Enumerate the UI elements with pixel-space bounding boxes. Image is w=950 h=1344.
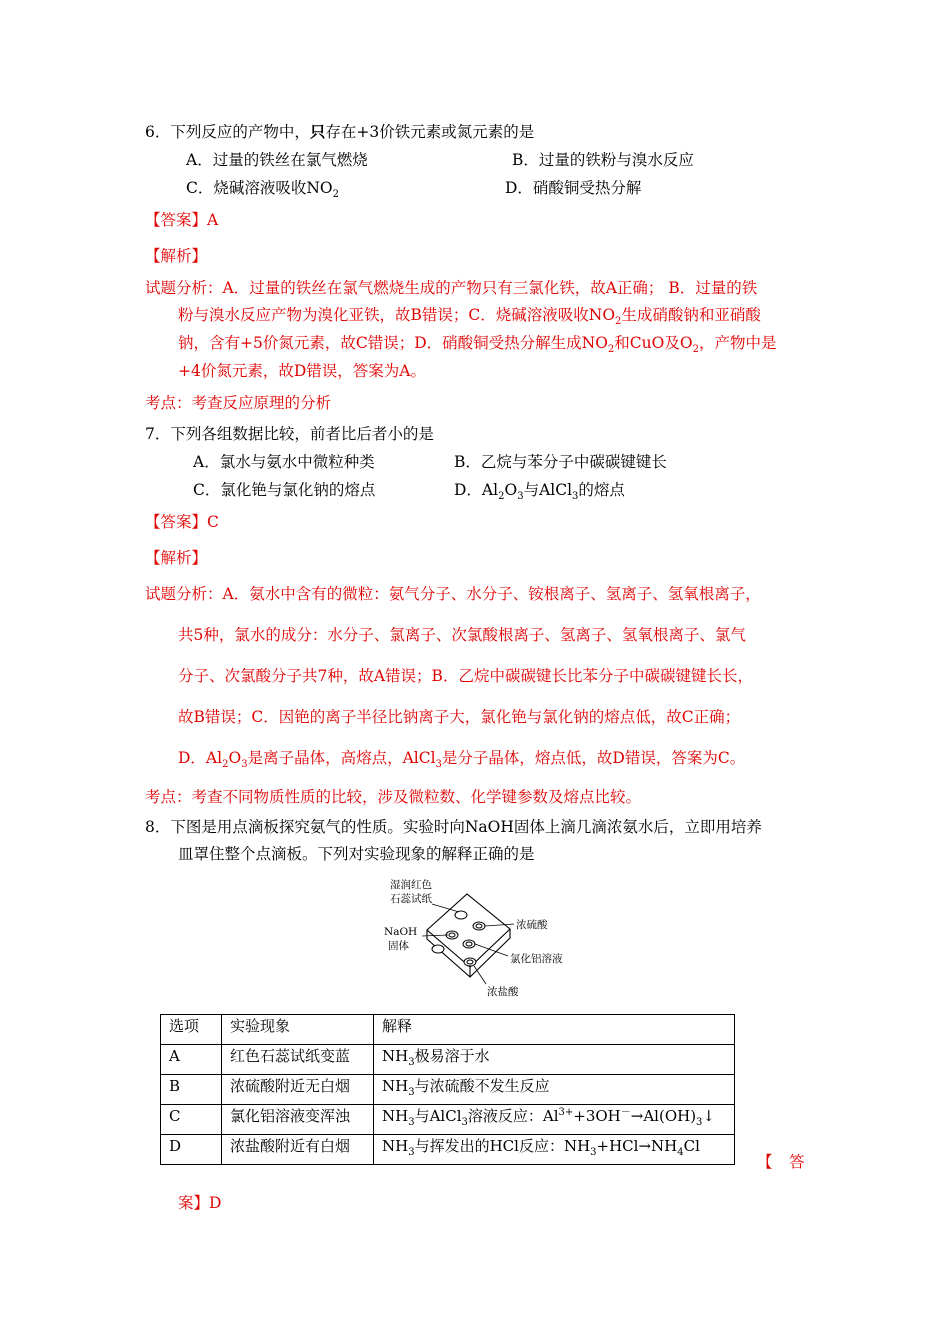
q8-stem-line-2: 皿罩住整个点滴板。下列对实验现象的解释正确的是 [178, 845, 535, 863]
cell-option: A [161, 1045, 222, 1075]
q8-answer-part-3: 案】D [178, 1194, 222, 1212]
q7-option-a: A．氯水与氨水中微粒种类 [193, 453, 375, 471]
label-alcl3-solution: 氯化铝溶液 [510, 953, 563, 965]
q6-option-c: C．烧碱溶液吸收$NO_2$ [186, 179, 340, 201]
q7-analysis-line-5: D．$Al_2O_3$是离子晶体，高熔点，AlCl$_3$是分子晶体，熔点低，故D错误，答案为C。 [178, 749, 746, 771]
q7-analysis-label: 【解析】 [145, 549, 208, 567]
q7-answer: 【答案】C [145, 513, 219, 531]
table-row [161, 1105, 735, 1135]
label-litmus-line-1: 湿润红色 [390, 879, 432, 891]
q8-options-table [160, 1014, 735, 1165]
q6-point: 考点：考查反应原理的分析 [145, 394, 332, 412]
label-litmus-line-2: 石蕊试纸 [390, 893, 432, 905]
q6-analysis-line-1: 试题分析：A．过量的铁丝在氯气燃烧生成的产物只有三氯化铁，故A正确； B．过量的铁 [145, 279, 758, 297]
q8-answer-part-2: 答 [789, 1153, 805, 1171]
q8-answer-part-1: 【 [757, 1153, 773, 1171]
q6-option-a: A．过量的铁丝在氯气燃烧 [186, 151, 368, 169]
label-naoh-line-1: NaOH [384, 926, 418, 938]
label-hydrochloric-acid: 浓盐酸 [487, 986, 519, 998]
q7-option-c: C．氯化铯与氯化钠的熔点 [193, 481, 376, 499]
q7-option-b: B．乙烷与苯分子中碳碳键键长 [454, 453, 667, 471]
header-explanation: 解释 [374, 1015, 735, 1045]
q6-analysis-line-2: 粉与溴水反应产物为溴化亚铁，故B错误；C．烧碱溶液吸收$NO_2$生成硝酸钠和亚硝酸 [178, 306, 761, 328]
header-option: 选项 [161, 1015, 222, 1045]
cell-explanation: $NH_3$极易溶于水 [374, 1045, 735, 1075]
q6-stem: 6．下列反应的产物中，只存在+3价铁元素或氮元素的是 [145, 122, 535, 141]
q7-point: 考点：考查不同物质性质的比较，涉及微粒数、化学键参数及熔点比较。 [145, 788, 642, 806]
q7-analysis-line-1: 试题分析：A．氨水中含有的微粒：氨气分子、水分子、铵根离子、氢离子、氢氧根离子， [145, 585, 761, 603]
q7-analysis-line-2: 共5种，氯水的成分：水分子、氯离子、次氯酸根离子、氢离子、氢氧根离子、氯气 [178, 626, 746, 644]
cell-explanation: $NH_3$与挥发出的HCl反应：$NH_3+HCl\to NH_4Cl$ [374, 1135, 735, 1165]
cell-explanation: $NH_3$与AlCl$_3$溶液反应：$Al^{3+}+3OH^-\to Al(OH)_3↓$ [374, 1105, 735, 1135]
label-naoh-line-2: 固体 [388, 940, 409, 952]
table-row [161, 1075, 735, 1105]
header-phenomenon: 实验现象 [222, 1015, 374, 1045]
cell-option: B [161, 1075, 222, 1105]
spot-plate-figure [382, 874, 582, 1002]
q6-option-d: D．硝酸铜受热分解 [505, 179, 642, 197]
q6-analysis-line-3: 钠，含有+5价氮元素，故C错误；D．硝酸铜受热分解生成$NO_2$和CuO及$O_2$，产物中是 [178, 334, 777, 356]
q6-analysis-label: 【解析】 [145, 247, 208, 265]
q7-analysis-line-4: 故B错误；C．因铯的离子半径比钠离子大，氯化铯与氯化钠的熔点低，故C正确； [178, 708, 741, 726]
cell-phenomenon: 浓盐酸附近有白烟 [222, 1135, 374, 1165]
cell-option: C [161, 1105, 222, 1135]
table-row [161, 1135, 735, 1165]
q7-analysis-line-3: 分子、次氯酸分子共7种，故A错误；B．乙烷中碳碳键长比苯分子中碳碳键键长长， [178, 667, 753, 685]
table-row [161, 1045, 735, 1075]
q7-stem: 7．下列各组数据比较，前者比后者小的是 [145, 425, 434, 443]
q7-option-d: D．$Al_2O_3$与AlCl$_3$的熔点 [454, 481, 625, 503]
label-sulfuric-acid: 浓硫酸 [516, 919, 548, 931]
q6-answer: 【答案】A [145, 211, 219, 229]
table-header-row [161, 1015, 735, 1045]
q8-stem-line-1: 8．下图是用点滴板探究氨气的性质。实验时向NaOH固体上滴几滴浓氨水后，立即用培养 [145, 818, 762, 836]
cell-phenomenon: 氯化铝溶液变浑浊 [222, 1105, 374, 1135]
cell-explanation: $NH_3$与浓硫酸不发生反应 [374, 1075, 735, 1105]
q6-analysis-line-4: +4价氮元素，故D错误，答案为A。 [178, 362, 426, 380]
cell-option: D [161, 1135, 222, 1165]
q6-option-b: B．过量的铁粉与溴水反应 [512, 151, 694, 169]
cell-phenomenon: 浓硫酸附近无白烟 [222, 1075, 374, 1105]
cell-phenomenon: 红色石蕊试纸变蓝 [222, 1045, 374, 1075]
